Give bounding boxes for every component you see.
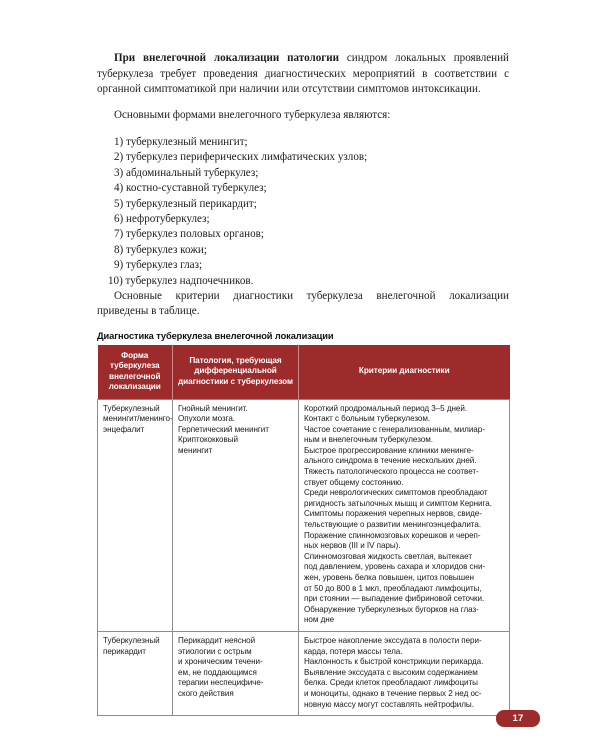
cell-line: Наклонность к быстрой констрикции перикарда. (304, 657, 484, 667)
cell-line: и хроническим течени- (178, 657, 263, 667)
cell-form (98, 399, 173, 631)
column-header-differential (173, 345, 299, 399)
closing-paragraph: Основные критерии диагностики туберкулеза внелегочной локализации приведены в таблице. (97, 289, 509, 318)
cell-line: Симптомы поражения черепных нервов, свиде- (304, 509, 482, 519)
cell-line: и моноциты, однако в течение первых 2 нед ос- (304, 688, 482, 698)
cell-differential (173, 631, 299, 715)
list-item: 5) туберкулезный перикардит; (114, 197, 257, 210)
cell-line: Выявление экссудата с высоким содержанием (304, 667, 478, 677)
header-line: внелегочной (109, 371, 161, 381)
list-item: 4) костно-суставной туберкулез; (114, 182, 267, 195)
cell-line: ского действия (178, 688, 234, 698)
list-item: 2) туберкулез периферических лимфатических узлов; (114, 151, 368, 164)
header-line: дифференциальной (194, 366, 277, 376)
page-number-badge: 17 (496, 710, 540, 727)
cell-line: ального синдрома в течение нескольких дней. (304, 456, 477, 466)
cell-line: Туберкулезный (103, 635, 160, 645)
intro-rest: синдром локальных проявлений туберкулеза требует проведения диагностических мероприятий в соответствии с органной симптоматикой при наличии или отсутствии симптомов интоксикации. (97, 52, 509, 95)
column-header-form (98, 345, 173, 399)
intro-bold-lead: При внелегочной локализации патологии (114, 52, 340, 65)
list-item: 3) абдоминальный туберкулез; (114, 166, 259, 179)
table-body (98, 399, 510, 716)
cell-form (98, 631, 173, 715)
cell-criteria (299, 399, 510, 631)
cell-line: под давлением, уровень сахара и хлоридов сни- (304, 562, 486, 572)
cell-line: Спинномозговая жидкость светлая, вытекает (304, 551, 472, 561)
cell-line: Опухоли мозга. (178, 414, 236, 424)
cell-line: ных нервов (III и IV пары). (304, 541, 401, 551)
cell-line: ным и внелегочным туберкулезом. (304, 435, 433, 445)
cell-line: белка. Среди клеток преобладают лимфоциты (304, 678, 478, 688)
cell-line: при стоянии — выпадение фибриновой сеточки. (304, 594, 485, 604)
cell-line: энцефалит (103, 424, 145, 434)
header-line: туберкулеза (109, 361, 160, 371)
cell-line: ем, не поддающимся (178, 667, 257, 677)
cell-line: Перикардит неясной (178, 635, 256, 645)
cell-line: Среди неврологических симптомов преобладают (304, 488, 488, 498)
cell-line: Короткий продромальный период 3–5 дней. (304, 403, 468, 413)
table-caption: Диагностика туберкулеза внелегочной локализации (97, 330, 334, 341)
list-item: 7) туберкулез половых органов; (114, 228, 264, 241)
cell-line: Криптококковый (178, 435, 238, 445)
list-item: 10) туберкулез надпочечников. (108, 274, 254, 287)
cell-line: ном дне (304, 615, 335, 625)
cell-line: жен, уровень белка повышен, цитоз повышен (304, 573, 474, 582)
cell-line: тельствующие о развитии менингоэнцефалита. (304, 520, 482, 530)
cell-line: Тяжесть патологического процесса не соответ- (304, 467, 479, 477)
cell-line: Быстрое прогрессирование клиники менинге- (304, 445, 474, 455)
forms-list (97, 135, 509, 289)
cell-line: Герпетический менингит (178, 424, 269, 434)
column-header-criteria: Критерии диагностики (299, 345, 510, 399)
diagnostics-table (97, 345, 510, 716)
header-line: с туберкулезом (230, 376, 293, 386)
cell-line: Обнаружение туберкулезных бугорков на глаз- (304, 604, 479, 614)
cell-line: Частое сочетание с генерализованным, милиар- (304, 424, 485, 434)
table-row (98, 399, 510, 631)
cell-line: Гнойный менингит. (178, 403, 248, 413)
intro-paragraph (97, 51, 509, 97)
cell-differential (173, 399, 299, 631)
forms-list-intro: Основными формами внелегочного туберкулеза являются: (114, 109, 391, 122)
header-line: Патология, требующая (189, 356, 282, 366)
page-content (97, 40, 509, 716)
cell-line: этиологии с острым (178, 646, 252, 656)
cell-line: менингит (178, 445, 213, 455)
cell-line: перикардит (103, 646, 146, 656)
cell-line: от 50 до 800 в 1 мкл, преобладают лимфоциты, (304, 583, 482, 593)
cell-line: Туберкулезный (103, 403, 160, 413)
header-line: Форма (121, 350, 149, 360)
list-item: 6) нефротуберкулез; (114, 212, 210, 225)
cell-line: ствует общему состоянию. (304, 477, 404, 487)
list-item: 1) туберкулезный менингит; (114, 135, 248, 148)
header-line: диагностики (178, 376, 229, 386)
cell-line: новную массу могут составлять нейтрофилы. (304, 699, 474, 709)
header-line: локализации (108, 382, 161, 392)
cell-line: карда, потеря массы тела. (304, 646, 403, 656)
table-header-row (98, 345, 510, 399)
table-row (98, 631, 510, 715)
cell-line: терапии неспецифиче- (178, 678, 264, 688)
table-header (98, 345, 510, 399)
cell-line: ригидность затылочных мышц и симптом Кернига. (304, 498, 492, 508)
cell-line: Быстрое накопление экссудата в полости пери- (304, 635, 482, 645)
list-item: 9) туберкулез глаз; (114, 259, 203, 272)
cell-criteria (299, 631, 510, 715)
cell-line: Контакт с больным туберкулезом. (304, 414, 431, 424)
cell-line: менингит/менинго- (103, 414, 173, 424)
cell-line: Поражение спинномозговых корешков и череп- (304, 530, 481, 540)
list-item: 8) туберкулез кожи; (114, 243, 207, 256)
